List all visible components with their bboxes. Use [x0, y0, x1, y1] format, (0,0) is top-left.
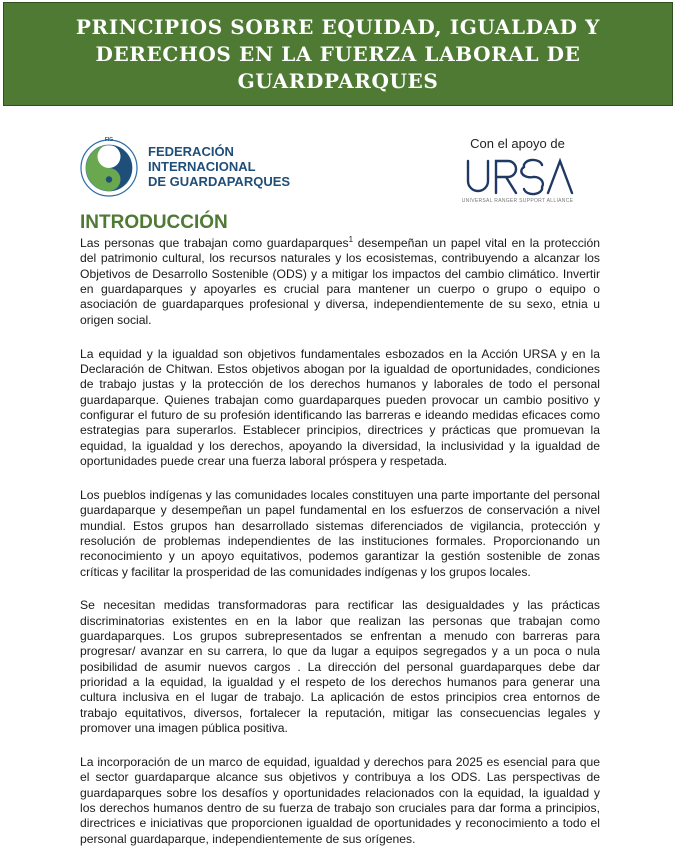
ursa-logo	[455, 136, 580, 204]
paragraph-3: Los pueblos indígenas y las comunidades locales constituyen una parte importante del personal guardaparque y desempeñan un papel fundamental en los esfuerzos de conservación a nivel mundial. Estos grupos han desarrollado sistemas diferenciados de vigilancia, protección y resolución de problemas independientes de las instituciones formales. Proporcionando un reconocimiento y un apoyo equitativos, podemos garantizar la gestión sostenible de zonas críticas y facilitar la prosperidad de las comunidades indígenas y los grupos locales.	[80, 487, 600, 579]
paragraph-1-rest: desempeñan un papel vital en la protección del patrimonio cultural, los recursos naturales y los ecosistemas, contribuyendo a alcanzar los Objetivos de Desarrollo Sostenible (ODS) y a mitigar los impactos del cambio climático. Invertir en guardaparques y apoyarles es crucial para mantener un cuerpo o grupo o equipo o asociación de guardaparques profesional y diversa, independientemente de su sexo, etnia u origen social.	[80, 236, 600, 327]
yin-yang-globe-icon	[78, 135, 140, 197]
section-heading: INTRODUCCIÓN	[80, 212, 228, 233]
support-text: Con el apoyo de	[470, 136, 565, 151]
federation-name-line-1: FEDERACIÓN	[148, 143, 234, 159]
paragraph-1	[80, 236, 600, 328]
paragraph-5: La incorporación de un marco de equidad, igualdad y derechos para 2025 es esencial para que el sector guardaparque alcance sus objetivos y contribuya a los ODS. Las perspectivas de guardaparques sobre los desafíos y oportunidades relacionados con la equidad, la igualdad y los derechos humanos dentro de su fuerza de trabajo son cruciales para dar forma a principios, directrices e iniciativas que proporcionen igualdad de oportunidades y reconocimiento a todo el personal guardaparque, independientemente de sus orígenes.	[80, 754, 600, 846]
paragraph-2: La equidad y la igualdad son objetivos fundamentales esbozados en la Acción URSA y en la Declaración de Chitwan. Estos objetivos abogan por la igualdad de oportunidades, condiciones de trabajo justas y la protección de los derechos humanos y laborales de todo el personal guardaparque. Quienes trabajan como guardaparques pueden provocar un cambio positivo y configurar el futuro de su profesión identificando las barreras e ideando medidas eficaces como estrategias para superarlos. Establecer principios, directrices y prácticas que promuevan la equidad, la igualdad y los derechos, apoyando la diversidad, la inclusividad y la igualdad de oportunidades puede crear una fuerza laboral próspera y respetada.	[80, 346, 600, 468]
paragraph-4: Se necesitan medidas transformadoras para rectificar las desigualdades y las prácticas discriminatorias existentes en en la labor que realizan las personas que trabajan como guardaparques. Los grupos subrepresentados se enfrentan a menudo con barreras para progresar/ avanzar en su carrera, lo que da lugar a equipos segregados y a un poca o nula posibilidad de asumir nuevos cargos . La dirección del personal guardaparques debe dar prioridad a la equidad, la igualdad y el respeto de los derechos humanos para generar una cultura inclusiva en el lugar de trabajo. La aplicación de estos principios crea entornos de trabajo equitativos, diversos, fortalecer la reputación, mitigar las consecuencias legales y promover una imagen pública positiva.	[80, 598, 600, 736]
federation-name-line-2: INTERNACIONAL	[148, 158, 256, 174]
footnote-marker[interactable]: 1	[348, 234, 354, 244]
title-banner	[3, 2, 673, 106]
federation-name	[148, 144, 290, 189]
emblem-initials: FIG	[104, 137, 114, 143]
introduction-section	[80, 211, 600, 866]
federation-name-line-3: DE GUARDAPARQUES	[148, 173, 291, 189]
paragraph-1-start: Las personas que trabajan como guardaparques	[80, 236, 349, 250]
ursa-wordmark-icon	[462, 157, 574, 197]
ursa-subtitle: UNIVERSAL RANGER SUPPORT ALLIANCE	[461, 198, 574, 204]
fig-logo	[78, 135, 290, 197]
document-title: PRINCIPIOS SOBRE EQUIDAD, IGUALDAD Y DERECHOS EN LA FUERZA LABORAL DE GUARDPARQUES	[75, 14, 601, 93]
